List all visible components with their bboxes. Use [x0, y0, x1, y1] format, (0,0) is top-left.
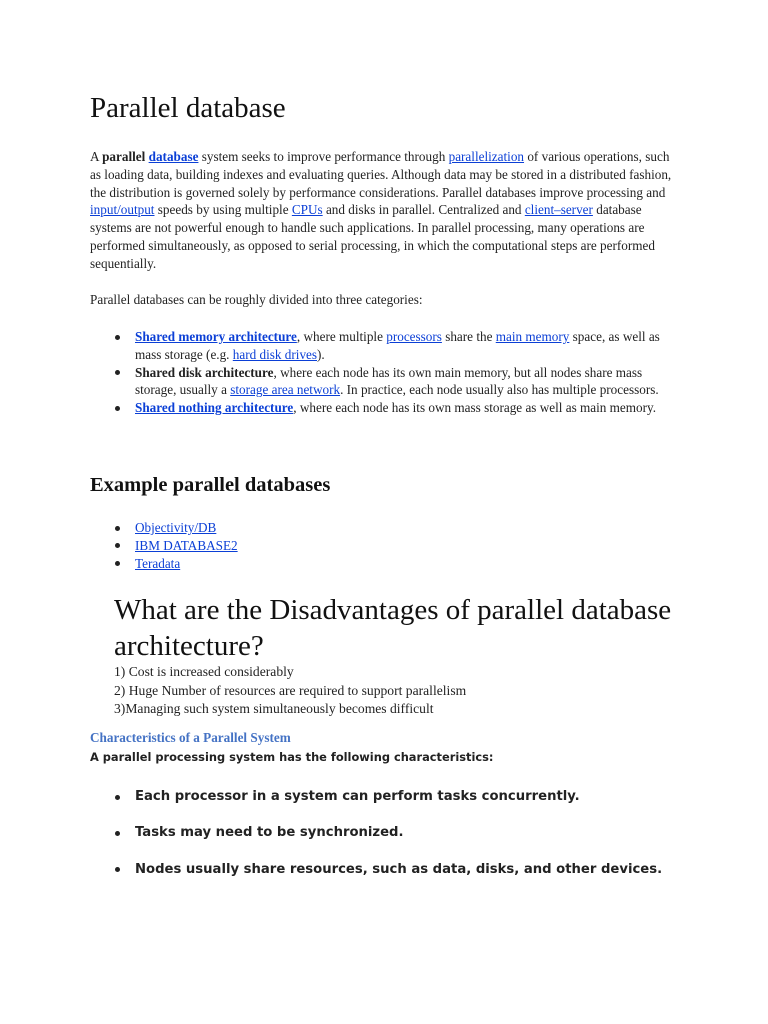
link-database[interactable]: database	[148, 149, 199, 164]
link-teradata[interactable]: Teradata	[135, 555, 181, 571]
intro-text: A	[90, 149, 103, 164]
intro-text: speeds by using multiple	[154, 202, 292, 218]
intro-text: of various operations, such as loading data, building indexes and evaluating queries. Although data may be stored in a distributed fashion, the distribution is governed solely by performance considerations. Parallel databases improve processing and	[90, 149, 672, 200]
list-item-text: share the	[441, 329, 496, 344]
disadvantage-item: 3)Managing such system simultaneously becomes difficult	[114, 701, 434, 717]
list-item-text: , where each node has its own main memory, but all nodes share mass storage, usually a	[135, 364, 643, 398]
list-item	[90, 555, 680, 573]
list-item: Tasks may need to be synchronized.	[90, 824, 680, 842]
intro-text: database systems are not powerful enough to handle such applications. In parallel processing, many operations are performed simultaneously, as opposed to serial processing, in which the computational steps are performed sequentially.	[90, 202, 655, 271]
list-item	[90, 519, 680, 537]
intro-text: and disks in parallel. Centralized and	[322, 202, 525, 218]
disadvantages-title: What are the Disadvantages of parallel database architecture?	[114, 594, 672, 662]
characteristics-title: Characteristics of a Parallel System	[90, 730, 291, 745]
characteristics-intro: A parallel processing system has the following characteristics:	[90, 750, 494, 764]
examples-list	[90, 519, 680, 572]
link-shared-nothing-architecture[interactable]: Shared nothing architecture	[135, 400, 294, 416]
list-item-text: , where multiple	[296, 329, 387, 344]
page-title: Parallel database	[90, 92, 286, 124]
shared-disk-title: Shared disk architecture	[135, 364, 274, 380]
link-processors[interactable]: processors	[386, 329, 442, 344]
categories-intro: Parallel databases can be roughly divided into three categories:	[90, 292, 423, 307]
link-storage-area-network[interactable]: storage area network	[230, 382, 341, 398]
link-cpus[interactable]: CPUs	[291, 202, 323, 218]
intro-paragraph	[90, 148, 680, 273]
link-input-output[interactable]: input/output	[90, 202, 155, 218]
list-item-shared-nothing	[90, 399, 680, 417]
intro-bold-parallel: parallel	[102, 149, 146, 164]
list-item-shared-memory	[90, 328, 680, 364]
list-item	[90, 537, 680, 555]
link-ibm-database2[interactable]: IBM DATABASE2	[135, 537, 238, 553]
link-client-server[interactable]: client–server	[524, 202, 593, 218]
list-item-text: ).	[317, 346, 325, 362]
intro-text: system seeks to improve performance through	[198, 149, 449, 164]
architecture-list	[90, 328, 680, 417]
list-item-text: , where each node has its own mass storage as well as main memory.	[293, 400, 657, 416]
link-hard-disk-drives[interactable]: hard disk drives	[232, 346, 318, 362]
list-item-text: space, as well as mass storage (e.g.	[135, 329, 660, 362]
list-item-shared-disk	[90, 364, 680, 400]
disadvantage-item: 2) Huge Number of resources are required to support parallelism	[114, 682, 467, 698]
link-shared-memory-architecture[interactable]: Shared memory architecture	[135, 329, 297, 344]
list-item: Nodes usually share resources, such as data, disks, and other devices.	[90, 861, 680, 879]
disadvantages-list	[114, 663, 466, 719]
disadvantage-item: 1) Cost is increased considerably	[114, 664, 294, 679]
characteristics-list	[90, 788, 680, 897]
link-objectivity-db[interactable]: Objectivity/DB	[135, 520, 217, 535]
list-item: Each processor in a system can perform tasks concurrently.	[90, 788, 680, 806]
link-parallelization[interactable]: parallelization	[448, 149, 525, 164]
list-item-text: . In practice, each node usually also has multiple processors.	[340, 382, 659, 398]
link-main-memory[interactable]: main memory	[495, 329, 570, 344]
examples-heading: Example parallel databases	[90, 474, 331, 496]
